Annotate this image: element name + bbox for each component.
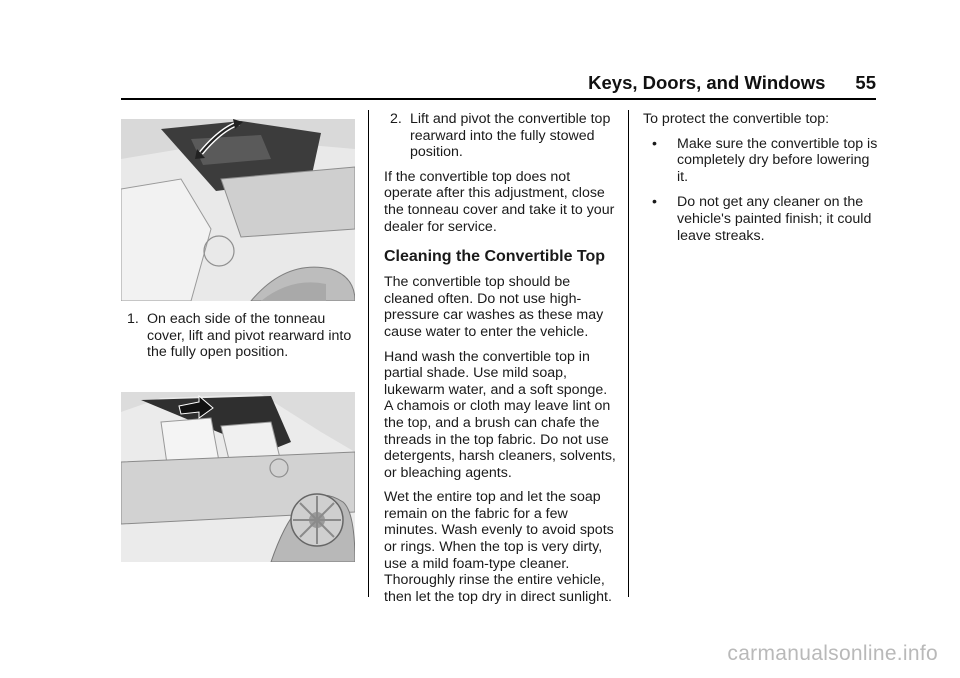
service-note: If the convertible top does not operate after this adjustment, close the tonneau cover and take it to your dealer for service. — [384, 168, 615, 235]
page-number: 55 — [855, 72, 876, 93]
bullet-marker: • — [652, 135, 657, 152]
step-2-text: Lift and pivot the convertible top rearward into the fully stowed position. — [410, 111, 611, 161]
step-1-number: 1. — [127, 311, 139, 327]
step-1 — [121, 311, 355, 361]
column-divider-left — [368, 110, 369, 597]
step-2-number: 2. — [390, 111, 402, 127]
header-rule — [121, 98, 876, 100]
right-column — [643, 111, 879, 253]
middle-column — [384, 111, 616, 613]
protect-bullet-1-text: Make sure the convertible top is completely dry before lowering it. — [677, 135, 878, 185]
column-divider-right — [628, 110, 629, 597]
convertible-top-illustration — [121, 392, 355, 562]
page-header — [0, 72, 876, 94]
cleaning-paragraph-2: Hand wash the convertible top in partial shade. Use mild soap, lukewarm water, and a soft sponge. A chamois or cloth may leave lint on the top, and a brush can chafe the threads in the top fabric. Do not use detergents, harsh cleaners, solvents, or bleaching agents. — [384, 348, 616, 481]
protect-intro: To protect the convertible top: — [643, 111, 830, 127]
left-column — [121, 311, 355, 369]
protect-bullet-1 — [643, 136, 879, 186]
cleaning-paragraph-1: The convertible top should be cleaned often. Do not use high-pressure car washes as these may cause water to enter the vehicle. — [384, 274, 604, 340]
tonneau-cover-illustration — [121, 119, 355, 301]
cleaning-heading: Cleaning the Convertible Top — [384, 248, 606, 266]
section-title: Keys, Doors, and Windows — [588, 72, 826, 93]
protect-bullet-2-text: Do not get any cleaner on the vehicle's painted finish; it could leave streaks. — [677, 194, 872, 244]
watermark-text: carmanualsonline.info — [727, 642, 938, 665]
step-1-text: On each side of the tonneau cover, lift and pivot rearward into the fully open position. — [147, 311, 352, 361]
step-2 — [384, 111, 616, 161]
protect-bullet-2 — [643, 194, 879, 244]
bullet-marker: • — [652, 194, 657, 211]
cleaning-paragraph-3: Wet the entire top and let the soap remain on the fabric for a few minutes. Wash evenly to avoid spots or rings. When the top is very dirty, use a mild foam-type cleaner. Thoroughly rinse the entire vehicle, then let the top dry in direct sunlight. — [384, 489, 614, 605]
